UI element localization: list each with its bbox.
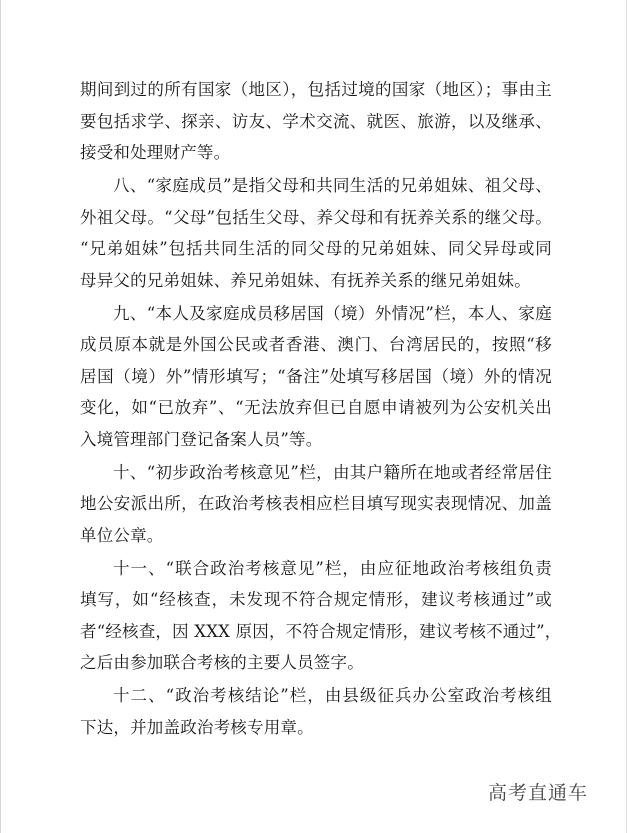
text-line: 十一、“联合政治考核意见”栏，由应征地政治考核组负责 [113,558,552,578]
text-line: 单位公章。 [80,525,164,545]
text-line: 下达，并加盖政治考核专用章。 [80,717,314,737]
text-line: 居国（境）外”情形填写；“备注”处填写移居国（境）外的情况 [80,366,552,386]
text-line: 十二、“政治考核结论”栏，由县级征兵办公室政治考核组 [113,686,552,705]
paragraph-initial-review [80,457,552,552]
text-line: 外祖父母。“父母”包括生父母、养父母和有抚养关系的继父母。 [80,207,552,227]
watermark-text: 高考直通车 [488,782,589,804]
text-line: 地公安派出所，在政治考核表相应栏目填写现实表现情况、加盖 [80,494,552,513]
paragraph-family-members [80,170,552,296]
text-line: 八、“家庭成员”是指父母和共同生活的兄弟姐妹、祖父母、 [113,176,552,195]
text-line: 九、“本人及家庭成员移居国（境）外情况”栏，本人、家庭 [113,303,552,323]
text-line: 成员原本就是外国公民或者香港、澳门、台湾居民的，按照“移 [80,335,552,354]
paragraph-review-conclusion [80,680,552,743]
text-line: 之后由参加联合考核的主要人员签字。 [80,653,364,672]
text-line: 入境管理部门登记备案人员”等。 [80,429,323,449]
text-line: 要包括求学、探亲、访友、学术交流、就医、旅游，以及继承、 [80,111,552,131]
text-line: 变化，如“已放弃”、“无法放弃但已自愿申请被列为公安机关出 [80,398,552,417]
text-line: 者“经核查，因 XXX 原因，不符合规定情形，建议考核不通过”， [80,621,562,641]
text-line: 填写，如“经核查，未发现不符合规定情形，建议考核通过”或 [80,590,552,609]
page-edge-left [0,0,1,833]
text-line: 十、“初步政治考核意见”栏，由其户籍所在地或者经常居住 [113,462,552,482]
paragraph-emigration-status [80,298,552,456]
paragraph-joint-review [80,553,562,679]
text-line: “兄弟姐妹”包括共同生活的同父母的兄弟姐妹、同父异母或同 [80,239,552,258]
text-line: 母异父的兄弟姐妹、养兄弟姐妹、有抚养关系的继兄弟姐妹。 [80,270,531,290]
paragraph-travel-continuation [80,74,552,169]
text-line: 接受和处理财产等。 [80,143,231,162]
document-body [80,74,562,743]
text-line: 期间到过的所有国家（地区），包括过境的国家（地区）；事由主 [80,80,552,99]
